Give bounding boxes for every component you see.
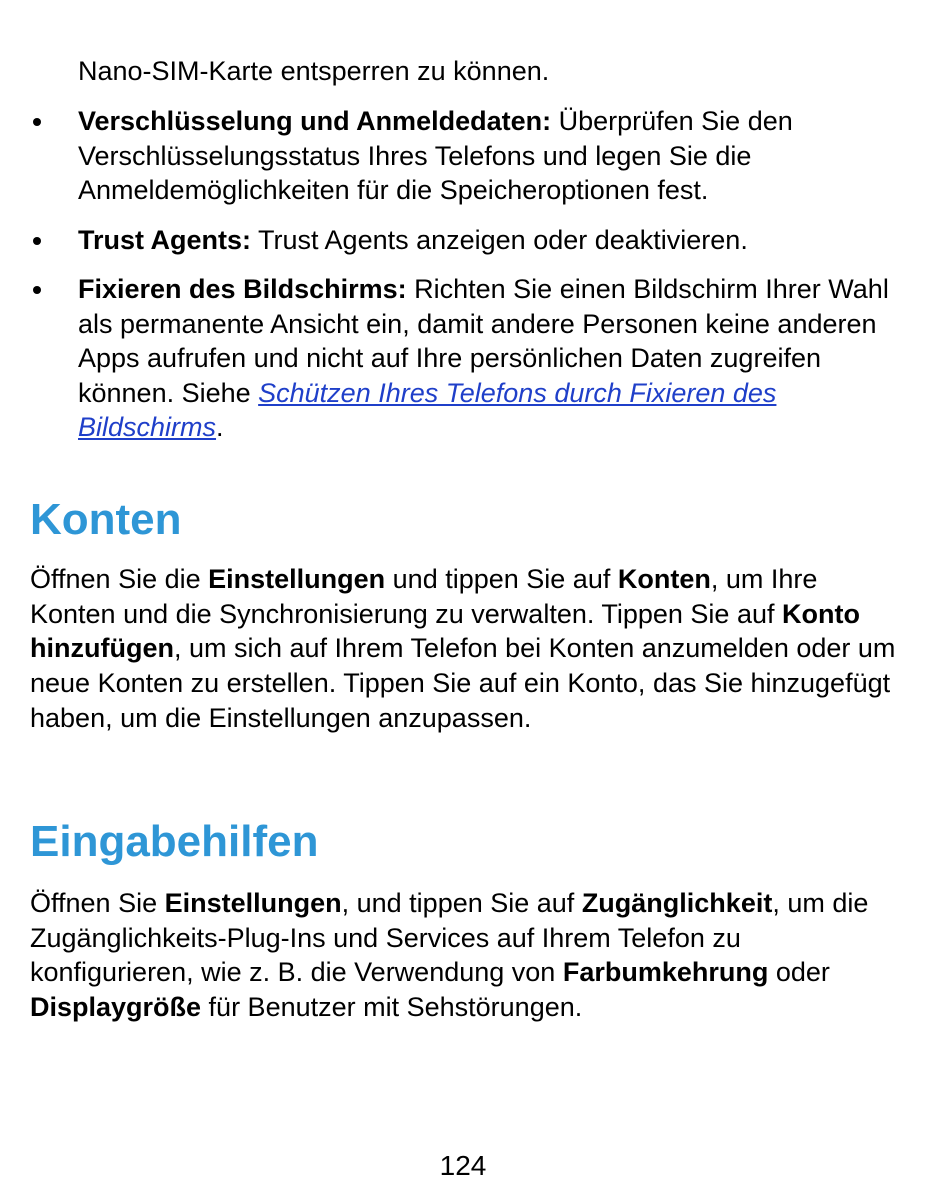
bold-term: Displaygröße: [30, 992, 202, 1023]
page-number: 124: [439, 1150, 487, 1181]
text-run: Öffnen Sie: [30, 888, 165, 918]
text-run: , um sich auf Ihrem Telefon bei Konten anzumelden oder um neue Konten zu erstellen. Tippen Sie auf ein Konto, das Sie hinzugefügt haben, um die Einstellungen anzupassen.: [30, 633, 896, 733]
bullet-text-end: .: [216, 412, 224, 442]
bullet-dot-icon: [33, 286, 41, 294]
bullet-list: [0, 104, 950, 460]
text-run: und tippen Sie auf: [385, 564, 618, 594]
bullet-item-trust-agents: [0, 223, 950, 258]
text-run: , und tippen Sie auf: [341, 888, 582, 918]
text-run: , um die Zugänglichkeits-Plug-Ins und Services auf Ihrem Telefon zu konfigurieren, wie z. B. die Verwendung von: [30, 888, 869, 988]
bullet-term: Trust Agents:: [78, 224, 252, 255]
section-body-eingabehilfen: [30, 886, 910, 1025]
section-heading-konten: Konten: [30, 495, 182, 544]
bullet-text: Überprüfen Sie den Verschlüsselungsstatus Ihres Telefons und legen Sie die Anmeldemöglichkeiten für die Speicheroptionen fest.: [78, 106, 793, 205]
bold-term: Konten: [617, 564, 711, 594]
bold-term: Einstellungen: [208, 564, 386, 594]
bullet-item-encryption: [0, 104, 950, 208]
bullet-dot-icon: [33, 118, 41, 126]
bullet-dot-icon: [33, 237, 41, 245]
bold-term: Konto hinzufügen: [30, 598, 860, 664]
bullet-term: Fixieren des Bildschirms:: [78, 274, 407, 304]
section-heading-eingabehilfen: Eingabehilfen: [30, 817, 319, 866]
screen-pinning-link[interactable]: Schützen Ihres Telefons durch Fixieren des Bildschirms: [78, 377, 777, 442]
text-run: oder: [768, 957, 830, 988]
section-body-konten: [30, 562, 910, 736]
bullet-text: Trust Agents anzeigen oder deaktivieren.: [251, 224, 748, 255]
bold-term: Einstellungen: [164, 888, 342, 918]
bullet-term: Verschlüsselung und Anmeldedaten:: [78, 106, 552, 136]
bullet-item-screen-pinning: [0, 272, 950, 445]
continued-bullet-text: Nano-SIM-Karte entsperren zu können.: [78, 56, 550, 86]
bullet-text: Richten Sie einen Bildschirm Ihrer Wahl als permanente Ansicht ein, damit andere Personen keine anderen Apps aufrufen und nicht auf Ihre persönlichen Daten zugreifen können. Siehe: [78, 274, 889, 408]
text-run: , um Ihre Konten und die Synchronisierung zu verwalten. Tippen Sie auf: [30, 564, 818, 629]
bold-term: Farbumkehrung: [562, 957, 769, 988]
text-run: für Benutzer mit Sehstörungen.: [201, 992, 583, 1023]
bold-term: Zugänglichkeit: [581, 888, 773, 918]
text-run: Öffnen Sie die: [30, 564, 209, 594]
